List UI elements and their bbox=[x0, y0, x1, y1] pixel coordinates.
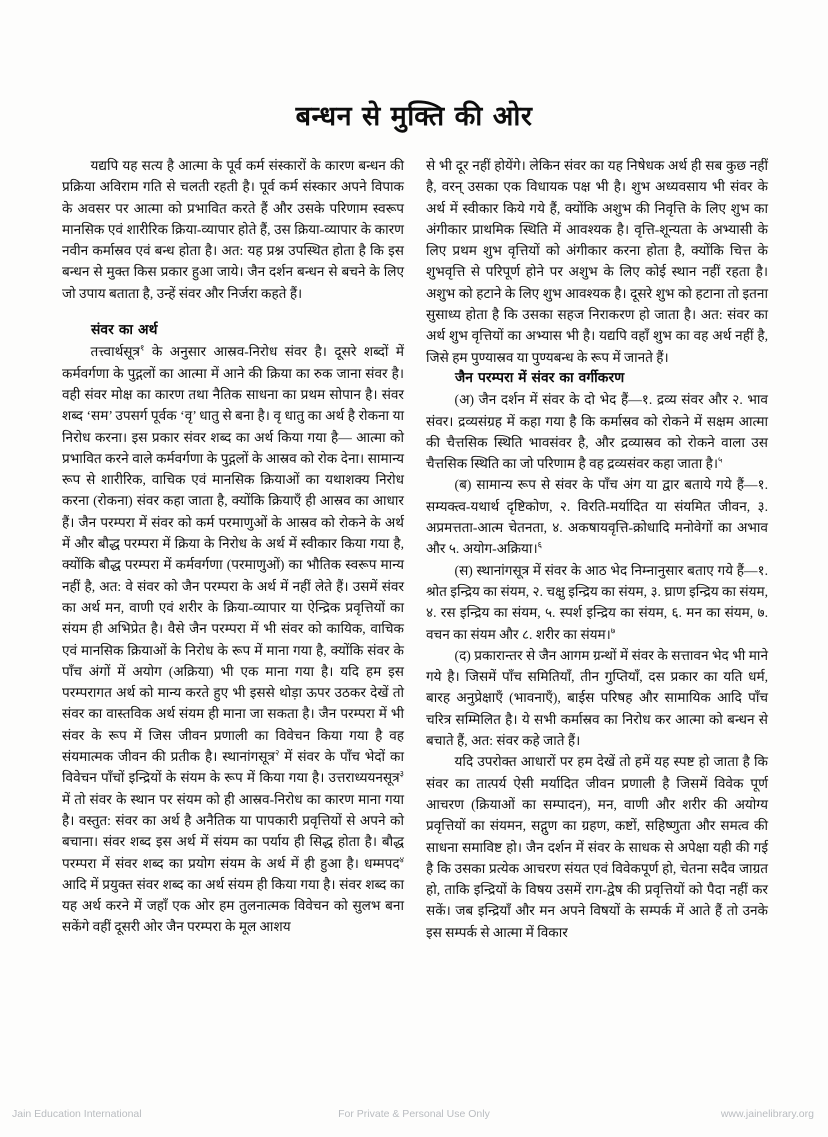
paragraph-classification-s bbox=[426, 560, 768, 645]
paragraph-classification-a bbox=[426, 389, 768, 474]
paragraph-samvar-meaning bbox=[62, 341, 404, 937]
footnote-marker-5: ५ bbox=[717, 454, 723, 465]
page-title: बन्धन से मुक्ति की ओर bbox=[295, 101, 533, 133]
footnote-marker-1: १ bbox=[140, 342, 145, 353]
classification-a-text: (अ) जैन दर्शन में संवर के दो भेद हैं—१. द्रव्य संवर और २. भाव संवर। द्रव्यसंग्रह में कहा गया है कि कर्मास्रव को रोकने में सक्षम आत्मा की चैत्तसिक स्थिति भावसंवर है, और द्रव्यास्रव को रोकने वाला उस चैत्तसिक स्थिति का जो परिणाम है वह द्रव्यसंवर कहा जाता है। bbox=[426, 392, 768, 472]
samvar-meaning-cont-1: में संवर के पाँच भेदों का विवेचन पाँचों इन्द्रियों के संयम के रूप में किया गया है। उत्तराध्ययनसूत्र bbox=[62, 749, 404, 786]
footnote-marker-7: ७ bbox=[610, 625, 616, 635]
footer-publisher: Jain Education International bbox=[12, 1108, 142, 1120]
footnote-marker-6: ६ bbox=[537, 539, 542, 550]
footer-website[interactable]: www.jainelibrary.org bbox=[720, 1108, 814, 1120]
footer-usage-notice: For Private & Personal Use Only bbox=[338, 1108, 490, 1120]
page-footer bbox=[0, 1103, 828, 1125]
classification-s-text: (स) स्थानांगसूत्र में संवर के आठ भेद निम्नानुसार बताए गये हैं—१. श्रोत इन्द्रिय का संयम, २. चक्षु इन्द्रिय का संयम, ३. घ्राण इन्द्रिय का संयम, ४. रस इन्द्रिय का संयम, ५. स्पर्श इन्द्रिय का संयम, ६. मन का संयम, ७. वचन का संयम और ८. शरीर का संयम। bbox=[426, 562, 768, 642]
footnote-marker-3: ३ bbox=[399, 768, 404, 779]
right-column bbox=[426, 155, 768, 1055]
footnote-marker-2: २ bbox=[274, 747, 280, 758]
two-column-body bbox=[62, 155, 768, 1055]
samvar-meaning-cont-3: आदि में प्रयुक्त संवर शब्द का अर्थ संयम ही किया गया है। संवर शब्द का यह अर्थ करने में जहाँ एक ओर हम तुलनात्मक विवेचन को सुलभ बना सकेंगे वहीं दूसरी ओर जैन परम्परा के मूल आशय bbox=[62, 876, 404, 935]
paragraph-classification-d: (द) प्रकारान्तर से जैन आगम ग्रन्थों में संवर के सत्तावन भेद भी माने गये है। जिसमें पाँच समितियाँ, तीन गुप्तियाँ, दस प्रकार का यति धर्म, बारह अनुप्रेक्षाएँ (भावनाएँ), बाईस परिषह और सामायिक आदि पाँच चरित्र सम्मिलित है। ये सभी कर्मास्रव का निरोध कर आत्मा को बन्धन से बचाते हैं, अत: संवर कहे जाते हैं। bbox=[426, 647, 768, 749]
paragraph-conclusion: यदि उपरोक्त आधारों पर हम देखें तो हमें यह स्पष्ट हो जाता है कि संवर का तात्पर्य ऐसी मर्यादित जीवन प्रणाली है जिसमें विवेक पूर्ण आचरण (क्रियाओं का सम्पादन), मन, वाणी और शरीर की अयोग्य प्रवृत्तियों का संयमन, सद्गुण का ग्रहण, कष्टों, सहिष्णुता और समत्व की साधना समाविष्ट हो। जैन दर्शन में संवर के साधक से अपेक्षा यही की गई है कि उसका प्रत्येक आचरण संयत एवं विवेकपूर्ण हो, चेतना सदैव जाग्रत हो, ताकि इन्द्रियों के विषय उसमें राग-द्वेष की प्रवृत्तियों को पैदा नहीं कर सकें। जब इन्द्रियाँ और मन अपने विषयों के सम्पर्क में आते हैं तो उनके इस सम्पर्क से आत्मा में विकार bbox=[426, 754, 768, 940]
left-column bbox=[62, 155, 404, 1055]
paragraph-classification-b bbox=[426, 474, 768, 559]
paragraph-intro: यद्यपि यह सत्य है आत्मा के पूर्व कर्म संस्कारों के कारण बन्धन की प्रक्रिया अविराम गति से चलती रहती है। पूर्व कर्म संस्कार अपने विपाक के अवसर पर आत्मा को प्रभावित करते हैं और उसके परिणाम स्वरूप मानसिक एवं शारीरिक क्रिया-व्यापार होते हैं, उस क्रिया-व्यापार के कारण नवीन कर्मास्रव एवं बन्ध होता है। अत: यह प्रश्न उपस्थित होता है कि इस बन्धन से मुक्त किस प्रकार हुआ जाये। जैन दर्शन बन्धन से बचने के लिए जो उपाय बताता है, उन्हें संवर और निर्जरा कहते हैं। bbox=[62, 158, 404, 301]
section-heading-vargikaran: जैन परम्परा में संवर का वर्गीकरण bbox=[454, 369, 625, 386]
tattvarthsutra-text: तत्त्वार्थसूत्र bbox=[90, 344, 141, 360]
paragraph-continuation: से भी दूर नहीं होयेंगे। लेकिन संवर का यह निषेधक अर्थ ही सब कुछ नहीं है, वरन् उसका एक विधायक पक्ष भी है। शुभ अध्यवसाय भी संवर के अर्थ में स्वीकार किये गये हैं, क्योंकि अशुभ की निवृत्ति के लिए शुभ का अंगीकार प्राथमिक स्थिति में आवश्यक है। वृत्ति-शून्यता के अभ्यासी के लिए प्रथम शुभ वृत्तियों को अंगीकार करना होता है, क्योंकि चित्त के शुभवृत्ति से परिपूर्ण होने पर अशुभ के लिए कोई स्थान नहीं रहता है। अशुभ को हटाने के लिए शुभ आवश्यक है। दूसरे शुभ को हटाना तो इतना सुसाध्य होता है कि उसका सहज निराकरण हो जाता है। अत: संवर का अर्थ शुभ वृत्तियों का अभ्यास भी है। यद्यपि वहाँ शुभ का वह अर्थ नहीं है, जिसे हम पुण्यास्रव या पुण्यबन्ध के रूप में जानते हैं। bbox=[426, 158, 768, 365]
samvar-meaning-cont-2: में तो संवर के स्थान पर संयम को ही आस्रव-निरोध का कारण माना गया है। वस्तुत: संवर का अर्थ है अनैतिक या पापकारी प्रवृत्तियों से अपने को बचाना। संवर शब्द इस अर्थ में संयम का पर्याय ही सिद्ध होता है। बौद्ध परम्परा में संवर शब्द का प्रयोग संयम के अर्थ में ही हुआ है। धम्मपद bbox=[62, 791, 404, 871]
samvar-meaning-body: के अनुसार आस्रव-निरोध संवर है। दूसरे शब्दों में कर्मवर्गणा के पुद्गलों का आत्मा में आने की क्रिया का रुक जाना संवर है। वही संवर मोक्ष का कारण तथा नैतिक साधना का प्रथम सोपान है। संवर शब्द ‘सम’ उपसर्ग पूर्वक ‘वृ’ धातु से बना है। वृ धातु का अर्थ है रोकना या निरोध करना। इस प्रकार संवर शब्द का अर्थ किया गया है— आत्मा को प्रभावित करने वाले कर्मवर्गणा के पुद्गलों के आस्रव को रोक देना। सामान्य रूप से शारीरिक, वाचिक एवं मानसिक क्रियाओं का यथाशक्य निरोध करना (रोकना) संवर कहा जाता है, क्योंकि क्रियाएँ ही आस्रव का आधार हैं। जैन परम्परा में संवर को कर्म परमाणुओं के आस्रव को रोकने के अर्थ में और बौद्ध परम्परा में क्रिया के निरोध के अर्थ में स्वीकार किया गया है, क्योंकि बौद्ध परम्परा में कर्मवर्गणा (परमाणुओं) का भौतिक स्वरूप मान्य नहीं है, अत: वे संवर को जैन परम्परा के अर्थ में नहीं लेते हैं। उसमें संवर का अर्थ मन, वाणी एवं शरीर के क्रिया-व्यापार या ऐन्द्रिक प्रवृत्तियों का संयम ही अभिप्रेत है। वैसे जैन परम्परा में भी संवर को कायिक, वाचिक एवं मानसिक क्रियाओं के निरोध के रूप में माना गया है, क्योंकि संवर के पाँच अंगों में अयोग (अक्रिया) भी एक माना गया है। यदि हम इस परम्परागत अर्थ को मान्य करते हुए भी इससे थोड़ा ऊपर उठकर देखें तो संवर का वास्तविक अर्थ संयम ही माना जा सकता है। जैन परम्परा में भी संवर के रूप में जिस जीवन प्रणाली का विवेचन किया गया है वह संयमात्मक जीवन की प्रतीक है। स्थानांगसूत्र bbox=[62, 344, 404, 765]
classification-b-text: (ब) सामान्य रूप से संवर के पाँच अंग या द्वार बताये गये हैं—१. सम्यक्त्व-यथार्थ दृष्टिकोण, २. विरति-मर्यादित या संयमित जीवन, ३. अप्रमत्तता-आत्म चेतनता, ४. अकषायवृत्ति-क्रोधादि मनोवेगों का अभाव और ५. अयोग-अक्रिया। bbox=[426, 477, 768, 557]
footnote-marker-4: ४ bbox=[399, 853, 404, 864]
section-heading-samvar-ka-arth: संवर का अर्थ bbox=[90, 322, 158, 339]
